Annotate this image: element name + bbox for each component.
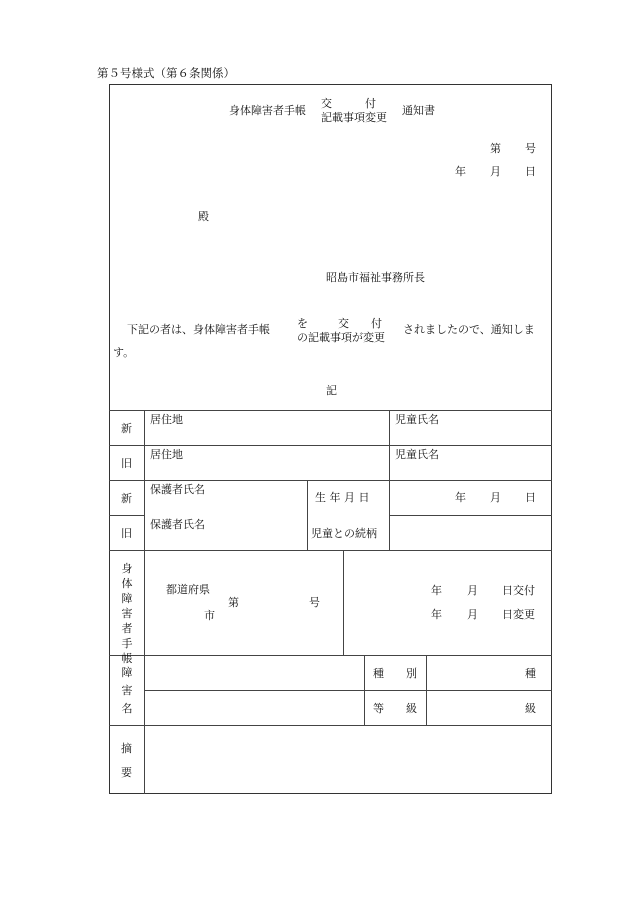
grade-unit: 級 — [525, 702, 536, 715]
remarks-label-2: 要 — [121, 766, 132, 779]
title-suffix: 通知書 — [402, 104, 435, 117]
ki-heading: 記 — [326, 384, 337, 397]
disability-name-label: 障害名 — [121, 666, 133, 715]
residence-label-new: 居住地 — [150, 413, 183, 426]
guardian-name-label-old: 保護者氏名 — [150, 518, 205, 531]
row-new-residence-label: 新 — [121, 422, 132, 435]
child-name-label-new: 児童氏名 — [395, 413, 439, 426]
row-new-guardian-label: 新 — [121, 492, 132, 505]
addressee-suffix: 殿 — [198, 210, 209, 223]
changed-month: 月 — [467, 608, 478, 621]
birth-month: 月 — [490, 491, 501, 504]
city-label: 市 — [204, 609, 215, 622]
changed-day: 日変更 — [502, 608, 535, 621]
doc-date-day: 日 — [525, 165, 536, 178]
remarks-label-1: 摘 — [121, 742, 132, 755]
residence-label-old: 居住地 — [150, 448, 183, 461]
issued-month: 月 — [467, 584, 478, 597]
row-old-guardian-label: 旧 — [121, 527, 132, 540]
changed-year: 年 — [431, 608, 442, 621]
birth-day: 日 — [525, 491, 536, 504]
body-lead: 下記の者は、身体障害者手帳 — [127, 323, 270, 336]
title-prefix: 身体障害者手帳 — [229, 104, 306, 117]
birth-year: 年 — [455, 491, 466, 504]
grade-label: 等 級 — [373, 702, 417, 715]
prefecture-label: 都道府県 — [166, 583, 210, 596]
doc-date-year: 年 — [455, 165, 466, 178]
body-opt-wo: を — [297, 317, 308, 330]
doc-date-month: 月 — [490, 165, 501, 178]
type-unit: 種 — [525, 667, 536, 680]
handbook-dai: 第 — [228, 596, 239, 609]
child-name-label-old: 児童氏名 — [395, 448, 439, 461]
form-number: 第５号様式（第６条関係） — [97, 66, 235, 80]
handbook-label: 身体障害者手帳 — [121, 562, 133, 665]
doc-number-go: 号 — [525, 142, 536, 155]
title-option-change: 記載事項変更 — [321, 111, 387, 124]
relation-label: 児童との続柄 — [311, 527, 377, 540]
body-tail2: す。 — [113, 346, 135, 359]
issued-year: 年 — [431, 584, 442, 597]
birth-date-label: 生 年 月 日 — [315, 491, 370, 504]
form-frame — [109, 84, 552, 794]
body-opt-issue: 交 付 — [338, 317, 382, 330]
body-tail: されましたので、通知しま — [403, 323, 535, 336]
title-option-issue: 交 付 — [321, 97, 376, 110]
issued-day: 日交付 — [502, 584, 535, 597]
row-old-residence-label: 旧 — [121, 457, 132, 470]
type-label: 種 別 — [373, 667, 417, 680]
guardian-name-label-new: 保護者氏名 — [150, 483, 205, 496]
handbook-go: 号 — [309, 596, 320, 609]
doc-number-dai: 第 — [490, 142, 501, 155]
issuer: 昭島市福祉事務所長 — [326, 271, 425, 284]
body-opt-change: の記載事項が変更 — [297, 331, 385, 344]
